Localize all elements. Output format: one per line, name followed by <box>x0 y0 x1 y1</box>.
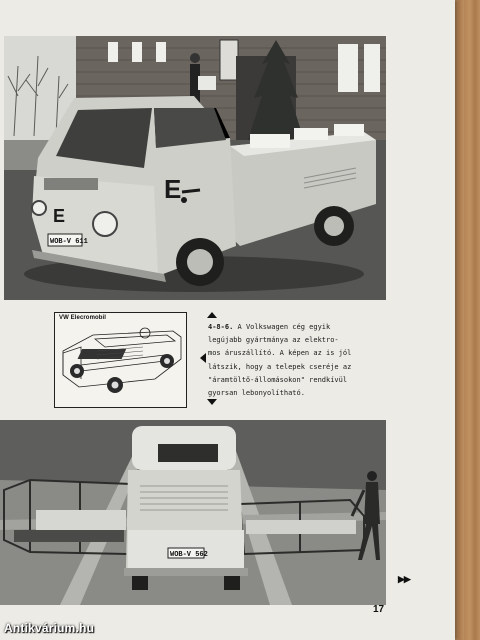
figure-caption <box>208 321 388 400</box>
inset-label: VW Elecromobil <box>59 315 107 321</box>
next-page-arrows: ▶▶ <box>398 574 410 584</box>
top-photo-electric-pickup <box>4 36 386 300</box>
page-number: 17 <box>373 604 385 615</box>
arrow-up-icon <box>207 312 217 318</box>
battery-exchange-photo-illustration <box>0 420 386 605</box>
cutaway-chassis-drawing <box>55 313 186 407</box>
arrow-left-icon <box>200 353 206 363</box>
rear-license-plate: WOB-V 562 <box>170 551 208 559</box>
caption-line-1: A Volkswagen cég egyik <box>237 323 331 331</box>
caption-line-3: mos áruszállító. A képen az is jól <box>208 349 352 358</box>
caption-line-2: legújabb gyártmánya az elektro- <box>208 336 339 345</box>
caption-line-6: gyorsan lebonyolítható. <box>208 389 305 398</box>
caption-line-4: látszik, hogy a telepek cseréje az <box>208 362 352 371</box>
inset-drawing-electromobil <box>54 312 187 408</box>
bottom-photo-battery-station <box>0 420 386 605</box>
side-e-logo: E <box>164 174 182 204</box>
electric-pickup-photo-illustration <box>4 36 386 300</box>
watermark: Antikvárium.hu <box>4 621 95 635</box>
front-license-plate: WOB-V 611 <box>50 238 88 246</box>
front-e-logo: E <box>53 206 66 226</box>
figure-number: 4-8-6. <box>208 323 234 331</box>
caption-line-5: "áramtöltő-állomásokon" rendkívül <box>208 375 348 384</box>
